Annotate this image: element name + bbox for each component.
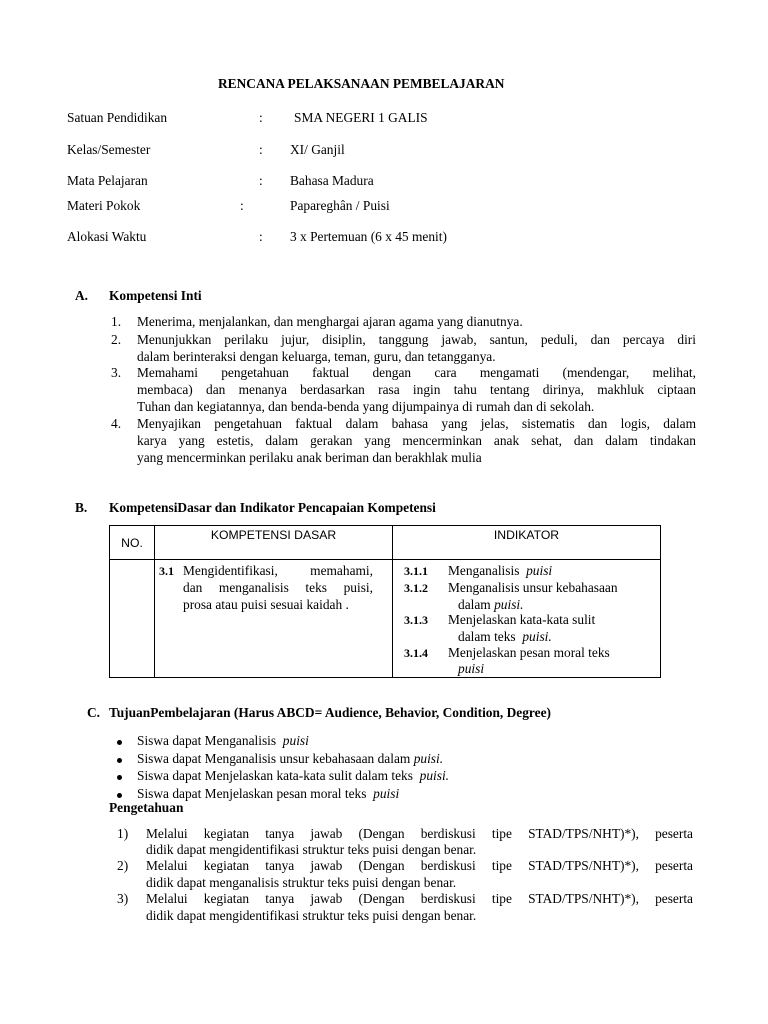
objective-line: Melalui kegiatan tanya jawab (Dengan berdiskusi tipe STAD/TPS/NHT)*), peserta (146, 858, 693, 873)
document-title: RENCANA PELAKSANAAN PEMBELAJARAN (218, 76, 505, 91)
ki-number: 2. (111, 332, 122, 347)
goal-bullet: Siswa dapat Menjelaskan kata-kata sulit dalam teks puisi. (137, 768, 450, 783)
identity-separator: : (240, 198, 244, 213)
goal-bullet: Siswa dapat Menganalisis puisi (137, 733, 309, 748)
objective-line: didik dapat menganalisis struktur teks puisi dengan benar. (146, 875, 457, 890)
kd-indicator-table (109, 525, 661, 678)
section-a-letter: A. (75, 288, 89, 303)
indicator-cont: dalam puisi. (458, 597, 524, 612)
indicator-text: Menganalisis puisi (448, 563, 553, 578)
ki-text-line: Tuhan dan kegiatannya, dan benda-benda yang dijumpainya di rumah dan di sekolah. (137, 399, 595, 414)
ki-text-line: Memahami pengetahuan faktual dengan cara mengamati (mendengar, melihat, (137, 365, 696, 380)
bullet-icon (117, 758, 122, 763)
section-a-heading: Kompetensi Inti (109, 288, 202, 303)
identity-separator: : (259, 142, 263, 157)
indicator-italic: puisi (526, 563, 553, 578)
indicator-number: 3.1.3 (404, 613, 428, 627)
ki-text-line: yang mencerminkan perilaku anak beriman dan berakhlak mulia (137, 450, 482, 465)
indicator-number: 3.1.1 (404, 564, 428, 578)
objective-number: 1) (117, 826, 129, 841)
identity-value: 3 x Pertemuan (6 x 45 menit) (290, 229, 447, 244)
table-cell-indikator (393, 560, 661, 678)
ki-number: 4. (111, 416, 122, 431)
kd-number: 3.1 (159, 564, 174, 578)
ki-text-line: dalam berinteraksi dengan keluarga, teman, guru, dan tetangganya. (137, 349, 496, 364)
col-no-label: NO. (121, 535, 143, 550)
kd-line: prosa atau puisi sesuai kaidah . (183, 597, 349, 612)
table-header-kd (155, 526, 393, 560)
identity-value: SMA NEGERI 1 GALIS (294, 110, 428, 125)
section-b-letter: B. (75, 500, 88, 515)
table-cell-kd (155, 560, 393, 678)
section-c-heading: TujuanPembelajaran (Harus ABCD= Audience, Behavior, Condition, Degree) (109, 705, 551, 720)
identity-label: Kelas/Semester (67, 142, 151, 157)
goal-bullet: Siswa dapat Menganalisis unsur kebahasaan dalam puisi. (137, 751, 444, 766)
identity-label: Materi Pokok (67, 198, 141, 213)
col-kd-label: KOMPETENSI DASAR (210, 528, 337, 542)
bullet-icon (117, 793, 122, 798)
identity-label: Satuan Pendidikan (67, 110, 168, 125)
identity-separator: : (259, 110, 263, 125)
ki-text-line: Menyajikan pengetahuan faktual dalam bahasa yang jelas, sistematis dan logis, dalam (137, 416, 696, 431)
identity-label: Alokasi Waktu (67, 229, 147, 244)
identity-value: Bahasa Madura (290, 173, 374, 188)
ki-text-line: Menerima, menjalankan, dan menghargai ajaran agama yang dianutnya. (137, 314, 523, 329)
objective-line: didik dapat mengidentifikasi struktur teks puisi dengan benar. (146, 842, 477, 857)
table-cell-no (110, 560, 155, 678)
identity-label: Mata Pelajaran (67, 173, 148, 188)
ki-text-line: Menunjukkan perilaku jujur, disiplin, tanggung jawab, santun, peduli, dan percaya diri (137, 332, 696, 347)
objective-line: didik dapat mengidentifikasi struktur teks puisi dengan benar. (146, 908, 477, 923)
bullet-icon (117, 775, 122, 780)
identity-separator: : (259, 173, 263, 188)
section-b-heading: KompetensiDasar dan Indikator Pencapaian Kompetensi (109, 500, 436, 515)
indicator-cont: puisi (458, 661, 485, 676)
objective-line: Melalui kegiatan tanya jawab (Dengan berdiskusi tipe STAD/TPS/NHT)*), peserta (146, 826, 693, 841)
identity-separator: : (259, 229, 263, 244)
ki-number: 1. (111, 314, 122, 329)
indicator-number: 3.1.4 (404, 646, 428, 660)
kd-line: Mengidentifikasi, memahami, (183, 563, 373, 578)
section-c-letter: C. (87, 705, 101, 720)
objective-number: 3) (117, 891, 129, 906)
ki-text-line: membaca) dan menanya berdasarkan rasa ingin tahu tentang dirinya, makhluk ciptaan (137, 382, 696, 397)
identity-value: XI/ Ganjil (290, 142, 345, 157)
ki-number: 3. (111, 365, 122, 380)
indicator-number: 3.1.2 (404, 581, 428, 595)
table-header-indikator (393, 526, 661, 560)
objective-number: 2) (117, 858, 129, 873)
indicator-text: Menganalisis unsur kebahasaan (448, 580, 618, 595)
goal-bullet: Siswa dapat Menjelaskan pesan moral teks puisi (137, 786, 400, 801)
bullet-icon (117, 740, 122, 745)
indicator-cont: dalam teks puisi. (458, 629, 552, 644)
col-ind-label: INDIKATOR (493, 528, 560, 542)
indicator-text: Menjelaskan kata-kata sulit (448, 612, 596, 627)
ki-text-line: karya yang estetis, dalam gerakan yang mencerminkan anak sehat, dan dalam tindakan (137, 433, 696, 448)
table-header-no (110, 526, 155, 560)
identity-value: Papareghân / Puisi (290, 198, 390, 213)
indicator-text: Menjelaskan pesan moral teks (448, 645, 610, 660)
objective-line: Melalui kegiatan tanya jawab (Dengan berdiskusi tipe STAD/TPS/NHT)*), peserta (146, 891, 693, 906)
sub-heading-pengetahuan: Pengetahuan (109, 800, 184, 815)
kd-line: dan menganalisis teks puisi, (183, 580, 373, 595)
